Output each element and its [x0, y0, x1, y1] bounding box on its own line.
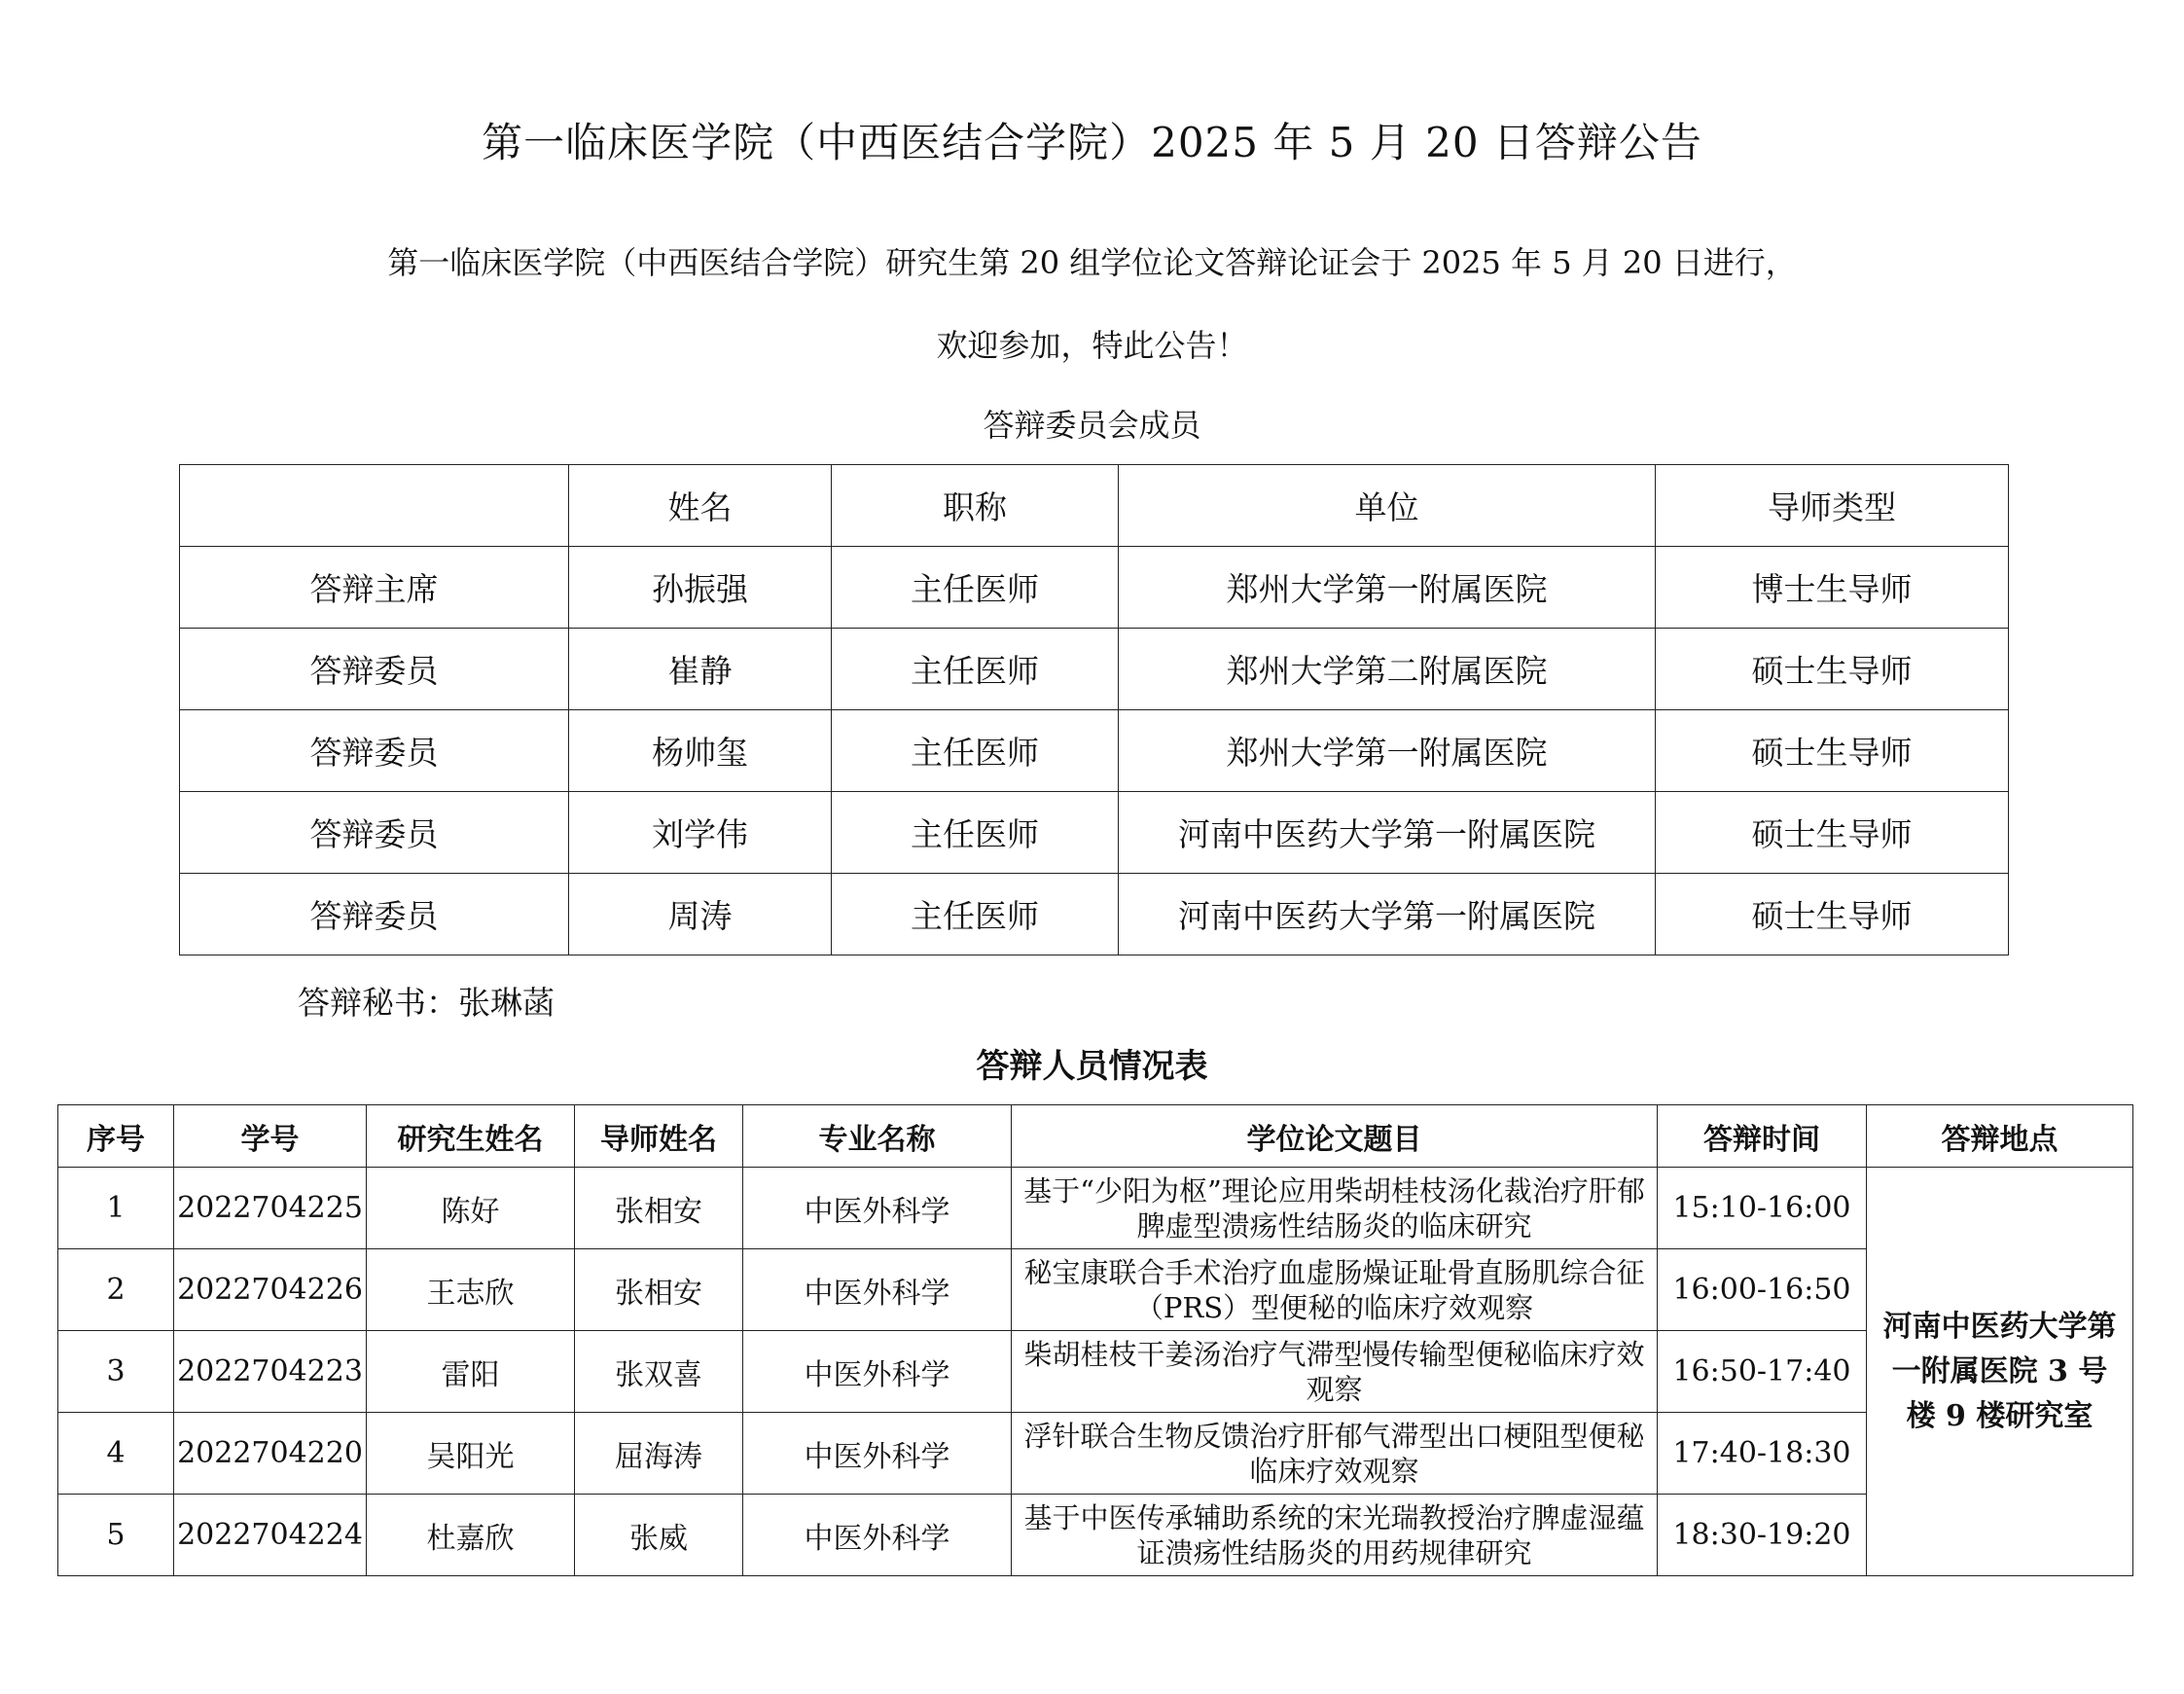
student-row [58, 1413, 2133, 1495]
committee-unit: 河南中医药大学第一附属医院 [1119, 792, 1656, 874]
students-header-advisor: 导师姓名 [575, 1105, 743, 1168]
committee-title: 主任医师 [832, 710, 1119, 792]
committee-header-advisor-type: 导师类型 [1656, 465, 2009, 547]
student-time: 18:30-19:20 [1658, 1495, 1867, 1576]
student-no: 5 [58, 1495, 174, 1576]
committee-role: 答辩委员 [180, 792, 569, 874]
committee-unit: 郑州大学第一附属医院 [1119, 710, 1656, 792]
student-id: 2022704220 [174, 1413, 367, 1495]
student-advisor: 张相安 [575, 1249, 743, 1331]
committee-role: 答辩主席 [180, 547, 569, 629]
student-id: 2022704226 [174, 1249, 367, 1331]
intro-line-1: 第一临床医学院（中西医结合学院）研究生第 20 组学位论文答辩论证会于 2025 年 5 月 20 日进行， [387, 244, 1797, 281]
committee-advisor-type: 硕士生导师 [1656, 629, 2009, 710]
students-header-student: 研究生姓名 [367, 1105, 575, 1168]
committee-title: 主任医师 [832, 792, 1119, 874]
student-row [58, 1249, 2133, 1331]
student-no: 1 [58, 1168, 174, 1249]
student-major: 中医外科学 [743, 1249, 1012, 1331]
student-time: 15:10-16:00 [1658, 1168, 1867, 1249]
page-title: 第一临床医学院（中西医结合学院）2025 年 5 月 20 日答辩公告 [482, 119, 1702, 166]
student-advisor: 张相安 [575, 1168, 743, 1249]
committee-advisor-type: 博士生导师 [1656, 547, 2009, 629]
committee-table [179, 464, 2009, 955]
committee-header-role [180, 465, 569, 547]
committee-title: 主任医师 [832, 547, 1119, 629]
student-no: 3 [58, 1331, 174, 1413]
student-time: 16:50-17:40 [1658, 1331, 1867, 1413]
student-name: 雷阳 [367, 1331, 575, 1413]
student-thesis: 基于中医传承辅助系统的宋光瑞教授治疗脾虚湿蕴证溃疡性结肠炎的用药规律研究 [1012, 1495, 1658, 1576]
committee-role: 答辩委员 [180, 710, 569, 792]
committee-title: 主任医师 [832, 629, 1119, 710]
student-name: 杜嘉欣 [367, 1495, 575, 1576]
student-no: 4 [58, 1413, 174, 1495]
student-advisor: 张威 [575, 1495, 743, 1576]
student-thesis: 秘宝康联合手术治疗血虚肠燥证耻骨直肠肌综合征（PRS）型便秘的临床疗效观察 [1012, 1249, 1658, 1331]
committee-advisor-type: 硕士生导师 [1656, 874, 2009, 955]
committee-advisor-type: 硕士生导师 [1656, 710, 2009, 792]
student-advisor: 张双喜 [575, 1331, 743, 1413]
student-major: 中医外科学 [743, 1413, 1012, 1495]
committee-name: 崔静 [569, 629, 832, 710]
student-name: 吴阳光 [367, 1413, 575, 1495]
student-major: 中医外科学 [743, 1331, 1012, 1413]
student-time: 17:40-18:30 [1658, 1413, 1867, 1495]
committee-name: 刘学伟 [569, 792, 832, 874]
students-header-id: 学号 [174, 1105, 367, 1168]
student-thesis: 浮针联合生物反馈治疗肝郁气滞型出口梗阻型便秘临床疗效观察 [1012, 1413, 1658, 1495]
student-id: 2022704225 [174, 1168, 367, 1249]
committee-advisor-type: 硕士生导师 [1656, 792, 2009, 874]
committee-unit: 郑州大学第一附属医院 [1119, 547, 1656, 629]
student-thesis: 基于“少阳为枢”理论应用柴胡桂枝汤化裁治疗肝郁脾虚型溃疡性结肠炎的临床研究 [1012, 1168, 1658, 1249]
students-header-no: 序号 [58, 1105, 174, 1168]
committee-header-row [180, 465, 2009, 547]
student-thesis: 柴胡桂枝干姜汤治疗气滞型慢传输型便秘临床疗效观察 [1012, 1331, 1658, 1413]
defense-venue: 河南中医药大学第一附属医院 3 号楼 9 楼研究室 [1867, 1168, 2133, 1576]
student-name: 王志欣 [367, 1249, 575, 1331]
student-major: 中医外科学 [743, 1168, 1012, 1249]
committee-row [180, 547, 2009, 629]
student-row [58, 1331, 2133, 1413]
students-header-time: 答辩时间 [1658, 1105, 1867, 1168]
committee-row [180, 792, 2009, 874]
students-header-venue: 答辩地点 [1867, 1105, 2133, 1168]
committee-unit: 郑州大学第二附属医院 [1119, 629, 1656, 710]
committee-unit: 河南中医药大学第一附属医院 [1119, 874, 1656, 955]
committee-name: 周涛 [569, 874, 832, 955]
student-major: 中医外科学 [743, 1495, 1012, 1576]
students-header-row [58, 1105, 2133, 1168]
student-time: 16:00-16:50 [1658, 1249, 1867, 1331]
committee-row [180, 710, 2009, 792]
committee-header-name: 姓名 [569, 465, 832, 547]
student-no: 2 [58, 1249, 174, 1331]
students-header-thesis: 学位论文题目 [1012, 1105, 1658, 1168]
secretary-line: 答辩秘书：张琳菡 [298, 984, 555, 1022]
student-row [58, 1168, 2133, 1249]
committee-heading: 答辩委员会成员 [983, 407, 1201, 444]
committee-name: 杨帅玺 [569, 710, 832, 792]
students-header-major: 专业名称 [743, 1105, 1012, 1168]
student-row [58, 1495, 2133, 1576]
student-id: 2022704223 [174, 1331, 367, 1413]
committee-name: 孙振强 [569, 547, 832, 629]
committee-role: 答辩委员 [180, 629, 569, 710]
committee-title: 主任医师 [832, 874, 1119, 955]
committee-role: 答辩委员 [180, 874, 569, 955]
students-heading: 答辩人员情况表 [976, 1047, 1208, 1086]
student-id: 2022704224 [174, 1495, 367, 1576]
students-table [57, 1104, 2133, 1576]
committee-row [180, 629, 2009, 710]
committee-header-title: 职称 [832, 465, 1119, 547]
committee-header-unit: 单位 [1119, 465, 1656, 547]
intro-line-2: 欢迎参加，特此公告！ [936, 327, 1248, 364]
student-name: 陈好 [367, 1168, 575, 1249]
student-advisor: 屈海涛 [575, 1413, 743, 1495]
committee-row [180, 874, 2009, 955]
